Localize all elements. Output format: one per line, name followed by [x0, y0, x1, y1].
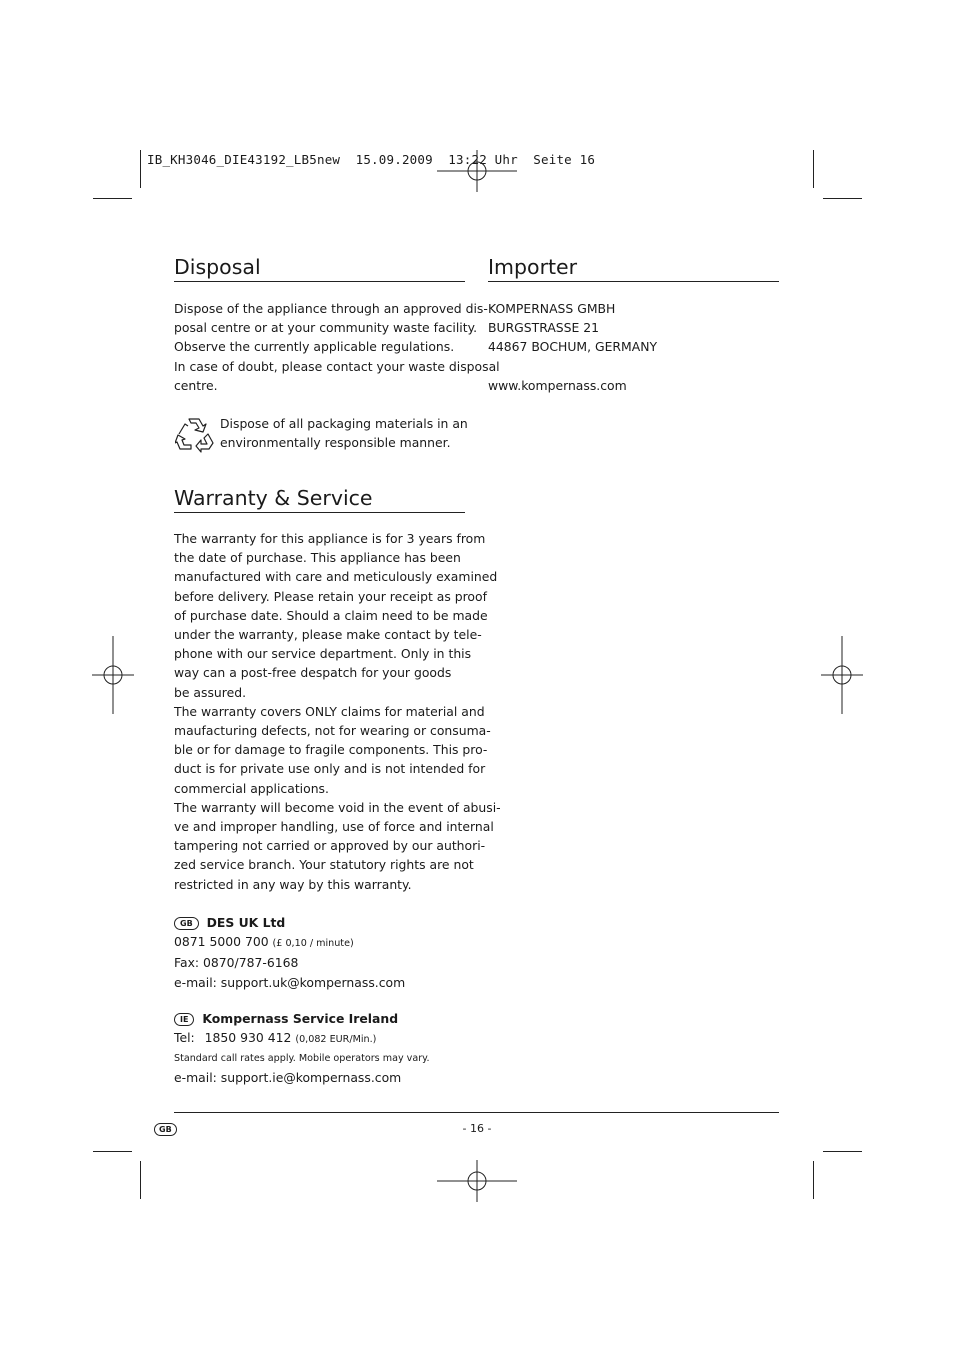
importer-heading: Importer [488, 255, 578, 279]
footer-badge-wrap [154, 1121, 177, 1139]
address-line: KOMPERNASS GMBH [488, 301, 616, 316]
uk-service-block [174, 913, 405, 992]
uk-phone-rate: (£ 0,10 / minute) [272, 938, 354, 950]
address-line: BURGSTRASSE 21 [488, 320, 600, 336]
text-line: manufactured with care and meticulously examined [174, 569, 498, 585]
text-line: environmentally responsible manner. [220, 435, 451, 451]
printer-slug: IB_KH3046_DIE43192_LB5new 15.09.2009 13:22 Uhr Seite 16 [147, 152, 596, 167]
text-line: The warranty for this appliance is for 3 years from [174, 531, 486, 546]
ie-service-name: Kompernass Service Ireland [202, 1011, 399, 1026]
text-line: The warranty will become void in the event of abusi- [174, 799, 501, 815]
disposal-heading: Disposal [174, 255, 261, 279]
text-line: before delivery. Please retain your receipt as proof [174, 588, 487, 604]
country-badge-ie: IE [174, 1013, 194, 1026]
heading-rule [488, 281, 779, 282]
text-line: duct is for private use only and is not intended for [174, 761, 486, 777]
registration-mark [437, 150, 517, 192]
text-line: In case of doubt, please contact your waste disposal [174, 358, 500, 374]
ie-tel-label: Tel: [174, 1030, 195, 1046]
text-line: zed service branch. Your statutory rights are not [174, 857, 474, 873]
uk-phone[interactable]: 0871 5000 700 [174, 934, 269, 950]
ie-phone[interactable]: 1850 930 412 [204, 1030, 292, 1046]
text-line: restricted in any way by this warranty. [174, 876, 412, 892]
warranty-heading: Warranty & Service [174, 486, 373, 510]
text-line: of purchase date. Should a claim need to be made [174, 607, 488, 623]
heading-rule [174, 512, 465, 513]
crop-mark [813, 150, 814, 188]
crop-mark [823, 1151, 862, 1152]
text-line: ble or for damage to fragile components. This pro- [174, 742, 488, 758]
ie-phone-rate: (0,082 EUR/Min.) [295, 1034, 377, 1046]
registration-mark [437, 1160, 517, 1202]
text-line: posal centre or at your community waste facility. [174, 320, 478, 336]
warranty-text [174, 529, 501, 894]
packaging-text [220, 414, 468, 452]
text-line: Dispose of the appliance through an approved dis- [174, 301, 488, 316]
ie-phone-line [174, 1028, 430, 1049]
crop-mark [93, 1151, 132, 1152]
text-line: Dispose of all packaging materials in an [220, 416, 468, 431]
text-line: maufacturing defects, not for wearing or consuma- [174, 723, 491, 739]
text-line: ve and improper handling, use of force and internal [174, 819, 494, 835]
importer-website[interactable]: www.kompernass.com [488, 378, 627, 393]
text-line: under the warranty, please make contact by tele- [174, 627, 482, 643]
text-line: tampering not carried or approved by our authori- [174, 838, 486, 854]
country-badge-gb: GB [154, 1123, 177, 1136]
footer-rule [174, 1112, 779, 1113]
ie-call-note: Standard call rates apply. Mobile operators may vary. [174, 1053, 430, 1065]
text-line: the date of purchase. This appliance has been [174, 550, 461, 566]
text-line: be assured. [174, 684, 247, 700]
recycle-icon [175, 415, 215, 453]
registration-mark [92, 636, 134, 714]
ie-email[interactable]: e-mail: support.ie@kompernass.com [174, 1070, 402, 1086]
crop-mark [140, 1161, 141, 1199]
address-line: 44867 BOCHUM, GERMANY [488, 339, 658, 355]
uk-fax: Fax: 0870/787-6168 [174, 955, 299, 971]
uk-service-name: DES UK Ltd [206, 915, 286, 930]
crop-mark [813, 1161, 814, 1199]
crop-mark [93, 198, 132, 199]
uk-phone-line [174, 932, 405, 953]
ie-service-header [174, 1009, 430, 1028]
crop-mark [823, 198, 862, 199]
text-line: phone with our service department. Only in this [174, 646, 472, 662]
text-line: commercial applications. [174, 780, 329, 796]
text-line: centre. [174, 377, 218, 393]
disposal-text [174, 299, 500, 395]
text-line: way can a post-free despatch for your goods [174, 665, 452, 681]
uk-email[interactable]: e-mail: support.uk@kompernass.com [174, 974, 406, 990]
country-badge-gb: GB [174, 917, 199, 930]
importer-address [488, 299, 657, 357]
text-line: The warranty covers ONLY claims for material and [174, 703, 485, 719]
text-line: Observe the currently applicable regulations. [174, 339, 455, 355]
heading-rule [174, 281, 465, 282]
registration-mark [821, 636, 863, 714]
crop-mark [140, 150, 141, 188]
page-number: - 16 - [462, 1122, 492, 1135]
uk-service-header [174, 913, 405, 932]
ie-service-block [174, 1009, 430, 1088]
